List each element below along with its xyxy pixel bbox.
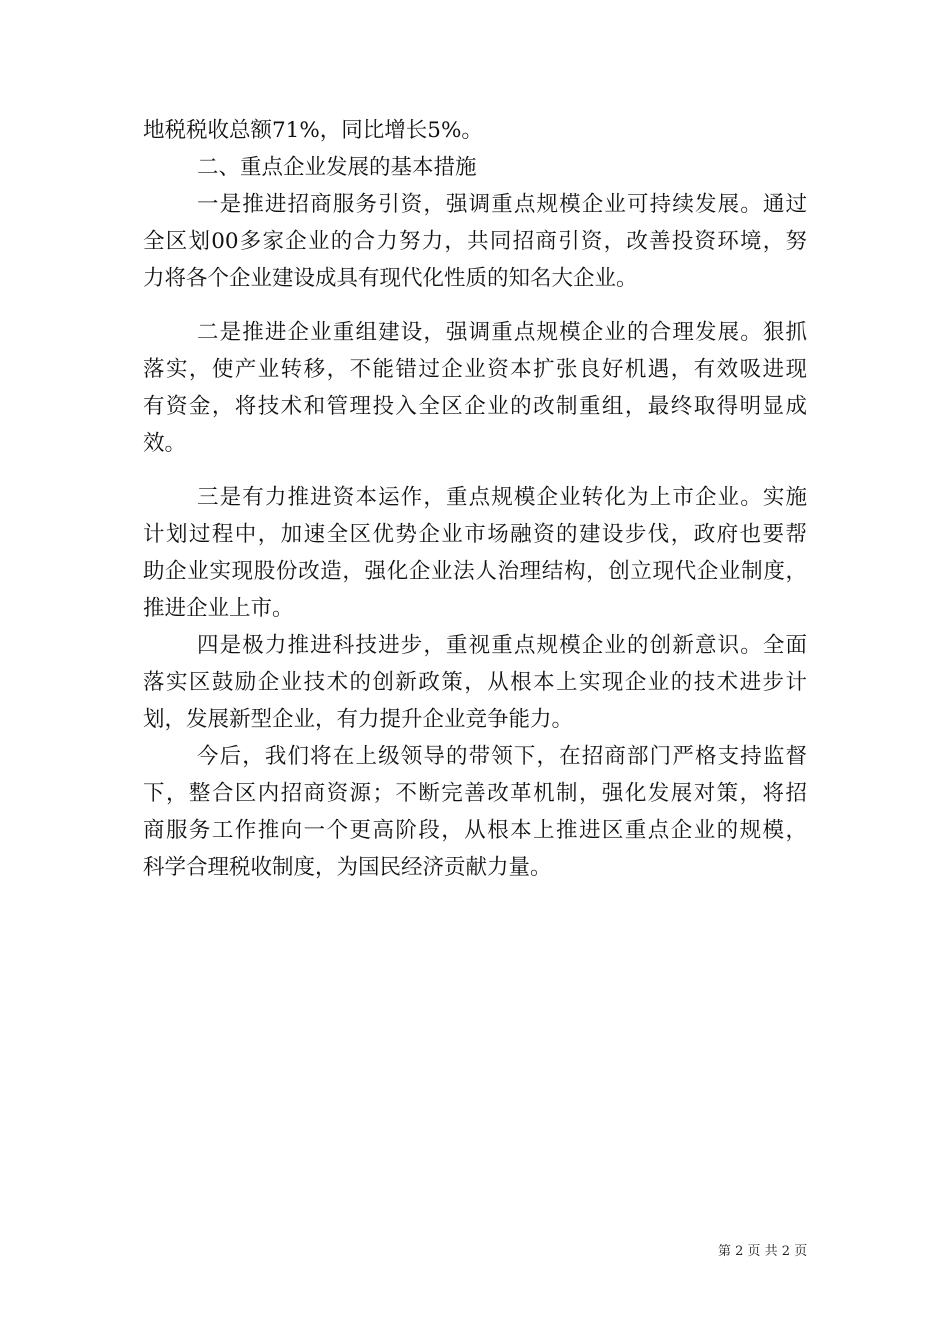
text-line: 今后，我们将在上级领导的带领下，在招商部门严格支持监督 <box>197 744 807 769</box>
text-line: 一是推进招商服务引资，强调重点规模企业可持续发展。通过 <box>197 192 807 217</box>
text-line: 落实，使产业转移，不能错过企业资本扩张良好机遇，有效吸进现 <box>143 357 807 382</box>
text-line: 地税税收总额71%，同比增长5%。 <box>143 118 483 143</box>
text-line: 下，整合区内招商资源；不断完善改革机制，强化发展对策，将招 <box>143 781 807 806</box>
text-line: 效。 <box>143 431 187 456</box>
document-body <box>143 112 807 886</box>
text-line: 有资金，将技术和管理投入全区企业的改制重组，最终取得明显成 <box>143 394 807 419</box>
text-line: 推进企业上市。 <box>143 596 294 621</box>
page-number-footer: 第 2 页 共 2 页 <box>718 1244 808 1259</box>
text-line: 商服务工作推向一个更高阶段，从根本上推进区重点企业的规模， <box>143 818 807 843</box>
text-line: 计划过程中，加速全区优势企业市场融资的建设步伐，政府也要帮 <box>143 522 807 547</box>
text-line: 力将各个企业建设成具有现代化性质的知名大企业。 <box>143 266 638 291</box>
text-line: 二、重点企业发展的基本措施 <box>197 155 477 180</box>
text-line: 落实区鼓励企业技术的创新政策，从根本上实现企业的技术进步计 <box>143 670 807 695</box>
text-line: 科学合理税收制度，为国民经济贡献力量。 <box>143 855 552 880</box>
text-line: 全区划00多家企业的合力努力，共同招商引资，改善投资环境，努 <box>143 229 807 254</box>
text-line: 二是推进企业重组建设，强调重点规模企业的合理发展。狠抓 <box>197 320 807 345</box>
text-line: 四是极力推进科技进步，重视重点规模企业的创新意识。全面 <box>197 633 807 658</box>
text-line: 三是有力推进资本运作，重点规模企业转化为上市企业。实施 <box>197 485 807 510</box>
text-line: 划，发展新型企业，有力提升企业竞争能力。 <box>143 707 574 732</box>
text-line: 助企业实现股份改造，强化企业法人治理结构，创立现代企业制度， <box>143 559 807 584</box>
